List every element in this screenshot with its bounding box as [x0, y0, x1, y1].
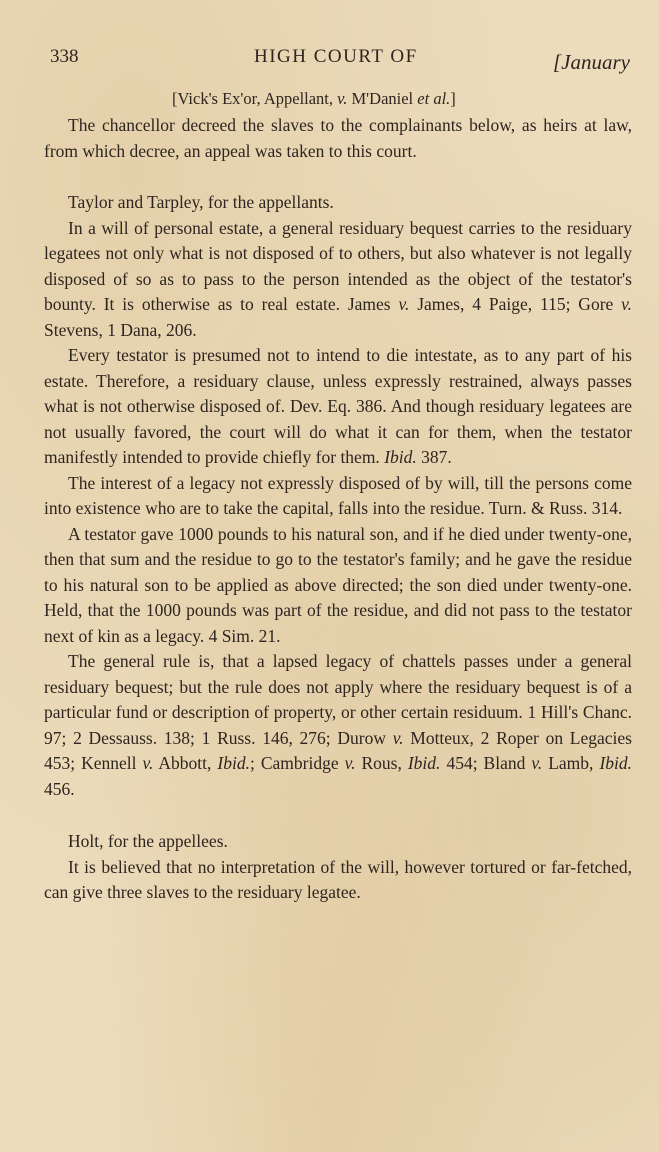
caption-appellant: Vick's Ex'or, Appellant,	[177, 89, 338, 108]
text-run: 387.	[416, 447, 452, 467]
text-run: Abbott,	[153, 753, 218, 773]
residuary-bequest-paragraph	[44, 216, 632, 344]
decree-paragraph: The chancellor decreed the slaves to the complainants below, as heirs at law, from which decree, an appeal was taken to this court.	[44, 115, 632, 161]
ibid: Ibid.	[407, 753, 441, 773]
lapsed-legacy-paragraph	[44, 649, 632, 802]
caption-versus: v.	[337, 89, 348, 108]
caption-close-bracket: ]	[450, 89, 456, 108]
text-run: In a will of personal estate, a general residuary bequest carries to the residuary legatees not only what is not disposed of to others, but also whatever is not legally disposed of so as to pass to the person intended as the object of the testator's bounty. It is otherwise as to real estate. James	[44, 217, 632, 314]
text-run: Stevens, 1 Dana, 206.	[44, 319, 197, 340]
appellants-counsel-paragraph: Taylor and Tarpley, for the appellants.	[68, 192, 334, 212]
legacy-interest-paragraph: The interest of a legacy not expressly disposed of by will, till the persons come into existence who are to take the capital, falls into the residue. Turn. & Russ. 314.	[44, 472, 632, 518]
case-caption	[172, 88, 632, 110]
text-run: James, 4 Paige, 115; Gore	[409, 294, 622, 314]
ibid: Ibid.	[217, 753, 250, 773]
running-month: [January	[553, 50, 630, 74]
versus: v.	[621, 294, 633, 314]
text-run: Motteux, 2 Roper on Legacies 453; Kennell	[44, 727, 632, 773]
ibid: Ibid.	[384, 447, 417, 467]
versus: v.	[392, 727, 404, 748]
caption-open-bracket: [	[172, 89, 178, 108]
interpretation-paragraph: It is believed that no interpretation of the will, however tortured or far-fetched, can give three slaves to the residuary legatee.	[44, 856, 632, 902]
text-run: 456.	[44, 778, 75, 799]
text-run: Every testator is presumed not to intend to die intestate, as to any part of his estate. Therefore, a residuary clause, unless expressly restrained, always passes what is not otherwise disposed of. Dev. Eq. 386. And though residuary legatees are not usually favored, the court will do what it can for them, when the testator manifestly intended to provide chiefly for them.	[44, 345, 632, 467]
page-header	[44, 44, 632, 78]
natural-son-paragraph: A testator gave 1000 pounds to his natural son, and if he died under twenty-one, then that sum and the residue to go to the testator's family; and he gave the residue to his natural son to be applied as above directed; the son died under twenty-one. Held, that the 1000 pounds was part of the residue, and did not pass to the testator next of kin as a legacy. 4 Sim. 21.	[44, 523, 632, 646]
intestacy-paragraph	[44, 343, 632, 471]
book-page	[44, 44, 632, 906]
page-number: 338	[50, 46, 79, 67]
running-title: HIGH COURT OF	[254, 46, 418, 67]
text-run: ; Cambridge	[250, 753, 345, 773]
versus: v.	[344, 753, 356, 773]
text-run: Lamb,	[542, 753, 600, 773]
versus: v.	[142, 753, 154, 773]
appellees-counsel-paragraph: Holt, for the appellees.	[68, 831, 228, 851]
caption-respondent: M'Daniel	[347, 89, 418, 108]
versus: v.	[398, 294, 410, 314]
ibid: Ibid.	[599, 753, 633, 773]
text-run: The general rule is, that a lapsed legacy of chattels passes under a general residuary bequest; but the rule does not apply where the residuary bequest is of a particular fund or description of property, or other certain residuum. 1 Hill's Chanc. 97; 2 Dessauss. 138; 1 Russ. 146, 276; Durow	[44, 651, 632, 748]
versus: v.	[531, 753, 543, 773]
text-run: Rous,	[355, 753, 408, 773]
text-run: 454; Bland	[440, 753, 532, 773]
caption-et-al: et al.	[417, 89, 451, 108]
